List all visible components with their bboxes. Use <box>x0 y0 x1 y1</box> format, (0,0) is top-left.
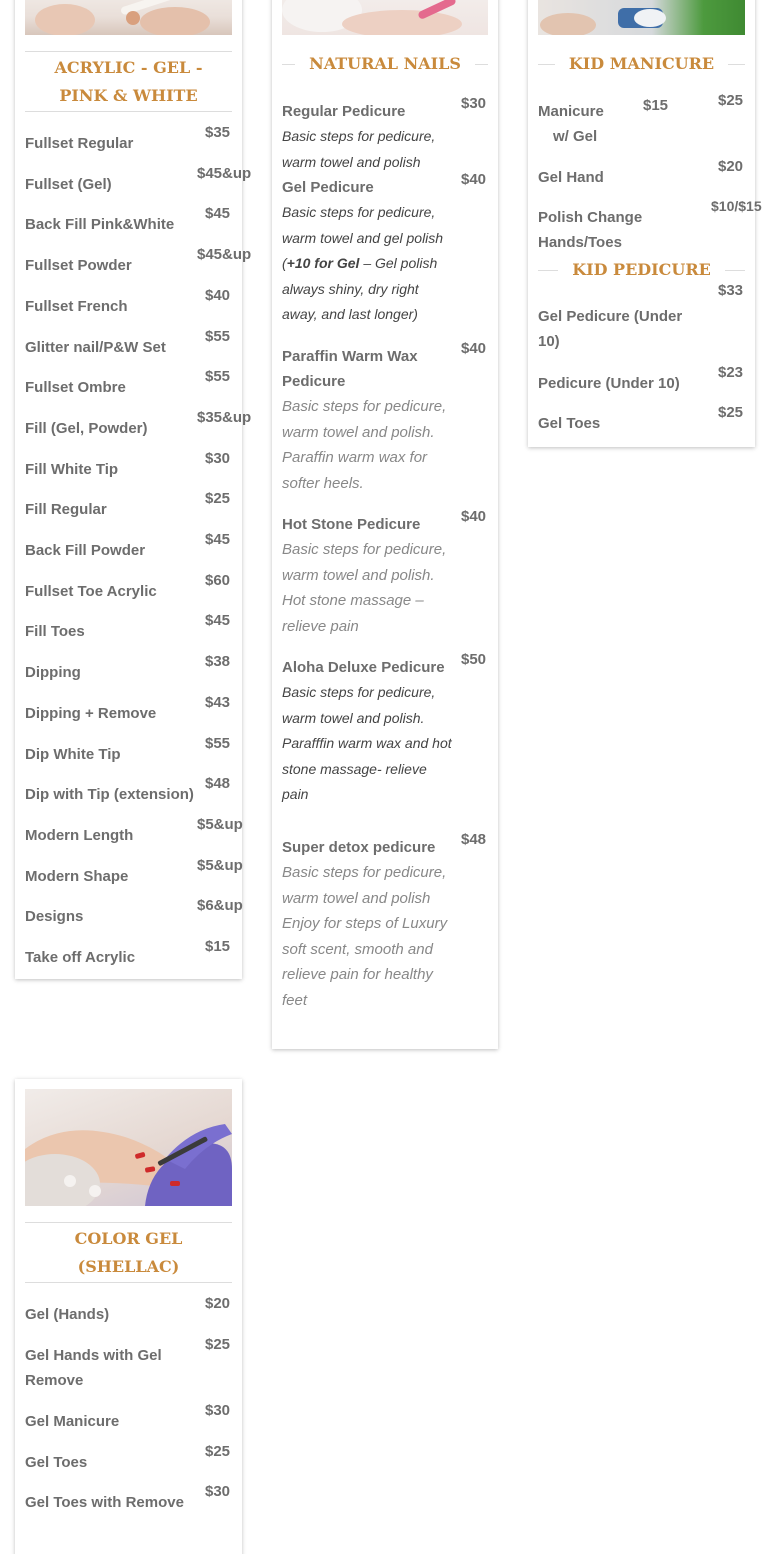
item-price: $55 <box>205 368 231 386</box>
item-name: Fullset Toe Acrylic <box>25 582 157 600</box>
menu-card-color-gel <box>15 1079 242 1554</box>
item-price: $50 <box>461 651 487 668</box>
list-item <box>25 449 232 482</box>
item-description: Basic steps for pedicure, warm towel and polish <box>282 128 436 170</box>
item-name: Regular Pedicure <box>282 103 406 120</box>
item-description: Basic steps for pedicure, warm towel and polish. Parafffin warm wax and hot stone massage- relieve pain <box>282 684 452 802</box>
item-price: $10/$15 <box>711 198 762 214</box>
list-item <box>25 1483 232 1515</box>
item-price: $45 <box>205 612 231 630</box>
item-price: $25 <box>718 92 744 109</box>
list-item <box>25 571 232 604</box>
list-item <box>25 124 232 156</box>
item-name: Back Fill Powder <box>25 542 146 559</box>
item-price: $5&up <box>197 815 243 833</box>
list-item <box>282 651 488 808</box>
section-title-natural-nails: NATURAL NAILS <box>282 50 488 78</box>
item-price: $40 <box>205 286 231 304</box>
item-price: $45 <box>205 205 231 223</box>
list-item <box>25 734 232 767</box>
list-item <box>25 693 232 726</box>
item-price: $48 <box>205 775 231 793</box>
list-item <box>25 1443 232 1475</box>
item-price: $55 <box>205 327 231 345</box>
item-name: Gel Hand <box>538 169 604 186</box>
item-name: Super detox pedicure <box>282 839 436 856</box>
section-title-kid-manicure: KID MANICURE <box>538 50 745 78</box>
item-name: Gel (Hands) <box>25 1306 110 1323</box>
list-item <box>25 1336 232 1393</box>
item-name: Fullset Ombre <box>25 379 126 397</box>
list-item <box>25 368 232 400</box>
item-price: $43 <box>205 693 231 711</box>
item-description: Basic steps for pedicure, warm towel and gel polish (+10 for Gel – Gel polish always shiny, dry right away, and last longer) <box>282 204 444 322</box>
section-title-acrylic: ACRYLIC - GEL - PINK & WHITE <box>25 51 232 112</box>
pedicure-foot-image <box>282 0 488 35</box>
hands-filing-nails-image <box>25 0 232 35</box>
item-price: $25 <box>205 1443 231 1460</box>
item-price: $25 <box>205 1336 231 1353</box>
item-name: Polish Change Hands/Toes <box>538 209 643 251</box>
item-name: Fill White Tip <box>25 460 119 478</box>
item-name: Paraffin Warm Wax Pedicure <box>282 348 418 390</box>
item-price: $40 <box>461 171 487 188</box>
item-name: Pedicure (Under 10) <box>538 375 680 392</box>
item-name: Fill Toes <box>25 623 85 641</box>
item-name: Gel Manicure <box>25 1413 120 1430</box>
item-name: Gel Toes <box>25 1454 88 1471</box>
item-name: Take off Acrylic <box>25 949 136 966</box>
list-item <box>25 164 252 197</box>
list-item <box>25 1295 232 1327</box>
item-name: Gel Toes with Remove <box>25 1494 184 1511</box>
item-price: $60 <box>205 571 231 589</box>
item-price: $20 <box>205 1295 231 1312</box>
item-price: $30 <box>205 449 231 467</box>
item-name: Dip White Tip <box>25 745 121 763</box>
kids-manicure-image <box>538 0 745 35</box>
item-price-secondary: $15 <box>643 97 669 114</box>
item-price: $48 <box>461 831 487 848</box>
item-price: $20 <box>718 158 744 175</box>
item-price: $6&up <box>197 897 243 915</box>
gel-polish-application-image <box>25 1089 232 1206</box>
item-name: Gel Toes <box>538 415 601 432</box>
item-price: $45&up <box>197 164 252 182</box>
item-description: Basic steps for pedicure, warm towel and polish. Hot stone massage – relieve pain <box>282 541 447 635</box>
item-price: $35&up <box>197 408 252 426</box>
menu-card-natural-nails <box>272 0 498 1049</box>
item-name: Gel Pedicure (Under 10) <box>538 308 683 350</box>
list-item <box>25 856 243 889</box>
item-price: $25 <box>205 490 231 508</box>
item-name: Glitter nail/P&W Set <box>25 338 166 356</box>
menu-card-kids <box>528 0 762 447</box>
list-item <box>538 282 745 354</box>
list-item <box>25 612 232 644</box>
list-item <box>282 171 488 328</box>
item-name: Fullset Powder <box>25 257 132 275</box>
item-price: $30 <box>205 1483 231 1500</box>
item-price: $38 <box>205 653 231 671</box>
list-item <box>282 831 488 1013</box>
item-name: Fullset Regular <box>25 135 134 152</box>
list-item <box>538 404 745 436</box>
list-item <box>25 286 232 319</box>
item-name: Fullset French <box>25 297 128 315</box>
item-price: $23 <box>718 364 744 381</box>
list-item <box>25 408 252 441</box>
item-name: Manicure w/ Gel <box>538 103 604 145</box>
list-item <box>538 364 745 396</box>
item-price: $55 <box>205 734 231 752</box>
list-item <box>25 1402 232 1434</box>
list-item <box>538 158 745 190</box>
item-name: Dip with Tip (extension) <box>25 786 194 804</box>
list-item <box>25 815 243 848</box>
item-name: Gel Pedicure <box>282 179 374 196</box>
item-price: $45 <box>205 531 231 548</box>
item-price: $33 <box>718 282 744 299</box>
item-name: Back Fill Pink&White <box>25 216 175 234</box>
item-price: $5&up <box>197 856 243 874</box>
item-name: Gel Hands with Gel Remove <box>25 1347 162 1389</box>
list-item <box>282 508 488 639</box>
list-item <box>25 205 232 237</box>
item-name: Fill Regular <box>25 501 107 519</box>
item-name: Hot Stone Pedicure <box>282 516 421 533</box>
item-price: $40 <box>461 340 487 357</box>
item-price: $35 <box>205 124 231 141</box>
section-title-color-gel: COLOR GEL (SHELLAC) <box>25 1222 232 1283</box>
list-item <box>538 198 762 255</box>
list-item <box>25 246 252 278</box>
list-item <box>25 531 232 563</box>
item-price: $30 <box>461 95 487 112</box>
list-item <box>25 938 232 970</box>
item-description: Basic steps for pedicure, warm towel and polish. Paraffin warm wax for softer heels. <box>282 398 447 492</box>
item-name: Fill (Gel, Powder) <box>25 419 148 437</box>
item-name: Modern Shape <box>25 867 129 885</box>
item-price: $15 <box>205 938 231 955</box>
list-item <box>25 897 243 929</box>
item-name: Dipping <box>25 664 81 682</box>
item-name: Fullset (Gel) <box>25 175 112 193</box>
item-description: Basic steps for pedicure, warm towel and polish Enjoy for steps of Luxury soft scent, smooth and relieve pain for healthy feet <box>282 864 448 1009</box>
section-title-kid-pedicure: KID PEDICURE <box>538 256 745 284</box>
list-item <box>25 327 232 360</box>
list-item <box>282 95 488 175</box>
list-item <box>25 775 232 807</box>
list-item <box>282 340 488 496</box>
item-price: $30 <box>205 1402 231 1419</box>
item-name: Modern Length <box>25 826 134 844</box>
list-item <box>25 490 232 522</box>
item-price: $25 <box>718 404 744 421</box>
item-name: Aloha Deluxe Pedicure <box>282 659 445 676</box>
list-item <box>25 653 232 685</box>
menu-card-acrylic <box>15 0 252 979</box>
item-name: Designs <box>25 908 84 926</box>
list-item <box>538 92 745 149</box>
item-price: $45&up <box>197 246 252 264</box>
item-name: Dipping + Remove <box>25 704 157 722</box>
item-price: $40 <box>461 508 487 525</box>
